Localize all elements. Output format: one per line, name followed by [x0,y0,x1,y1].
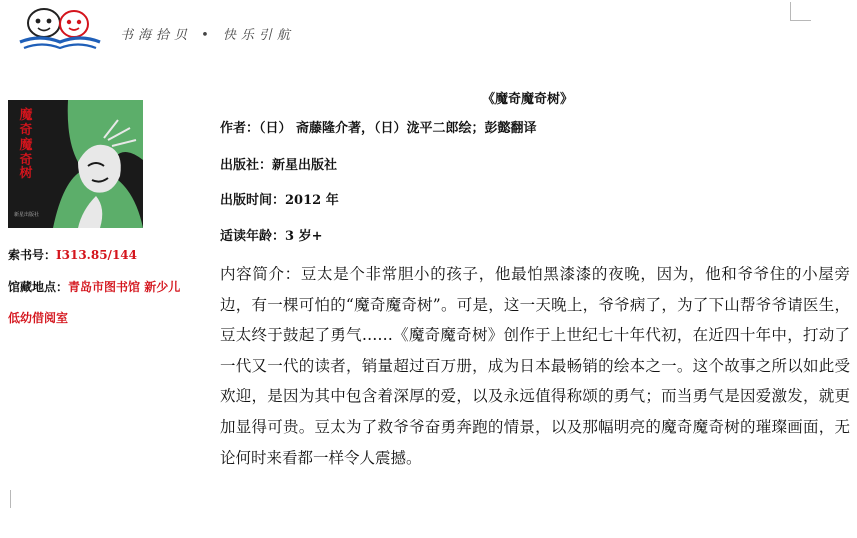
call-number [8,247,137,263]
pub-time-field [220,192,339,210]
location-value-2: 低幼借阅室 [8,311,69,325]
author-value: （日） 斋藤隆介著，（日）泷平二郎绘；彭懿翻译 [259,121,537,136]
location-line-2 [8,310,68,326]
intro-paragraph [220,259,850,473]
author-field [220,120,537,138]
book-title: 《魔奇魔奇树》 [482,92,574,107]
pub-time-label: 出版时间： [220,193,286,208]
age-field [220,228,322,246]
location-value: 青岛市图书馆 新少儿 [68,280,181,294]
crop-mark-bottom-left [0,490,11,508]
svg-text:奇: 奇 [19,153,33,168]
publisher-field [220,157,337,175]
logo-icon [14,6,110,52]
svg-text:魔: 魔 [19,108,33,123]
age-label: 适读年龄： [220,229,286,244]
pub-time-value: 2012 年 [285,193,339,208]
location [8,279,180,295]
author-label: 作者： [220,121,260,136]
cover-title-text [14,106,40,172]
call-number-value: I313.85/144 [56,248,137,262]
publisher-label: 出版社： [220,158,273,173]
slogan: 书海拾贝 • 快乐引航 [120,28,295,43]
svg-text:树: 树 [19,166,33,181]
location-label: 馆藏地点： [8,280,69,294]
call-number-label: 索书号： [8,248,57,262]
cover-title-text-2 [14,164,40,182]
svg-text:奇: 奇 [19,123,33,138]
intro-label: 内容简介： [220,265,301,283]
svg-text:魔: 魔 [19,138,33,153]
age-value: 3 岁+ [285,229,323,244]
intro-text: 豆太是个非常胆小的孩子，他最怕黑漆漆的夜晚，因为，他和爷爷住的小屋旁边，有一棵可怕的“魔奇魔奇树”。可是，这一天晚上，爷爷病了，为了下山帮爷爷请医生，豆太终于鼓起了勇气……《魔奇魔奇树》创作于上世纪七十年代初，在近四十年中，打动了一代又一代的读者，销量超过百万册，成为日本最畅销的绘本之一。这个故事之所以如此受欢迎，是因为其中包含着深厚的爱，以及永远值得称颂的勇气；而当勇气是因爱激发，就更加显得可贵。豆太为了救爷爷奋勇奔跑的情景，以及那幅明亮的魔奇魔奇树的璀璨画面，无论何时来看都一样令人震撼。 [220,265,850,467]
svg-text:新星出版社: 新星出版社 [14,212,40,218]
publisher-value: 新星出版社 [272,158,338,173]
crop-mark-top-right [790,2,811,21]
